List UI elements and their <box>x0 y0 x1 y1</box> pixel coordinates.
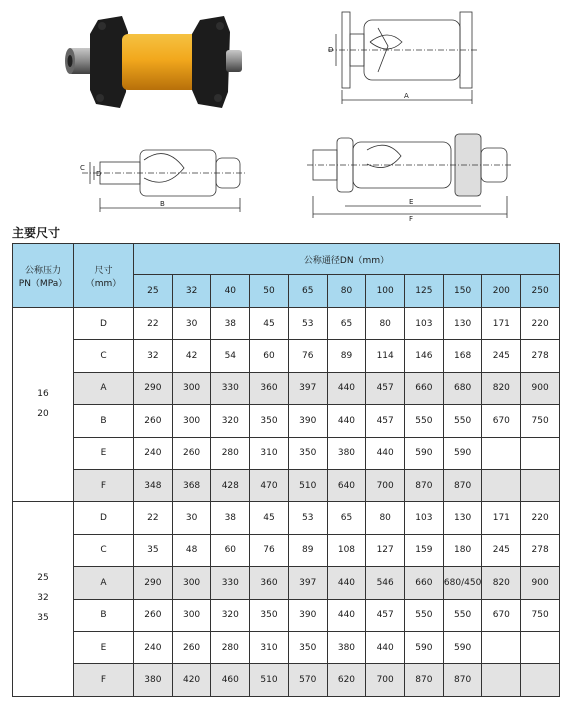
dimension-label: B <box>74 599 134 631</box>
table-row <box>13 534 560 566</box>
table-cell <box>482 437 521 469</box>
table-cell: 127 <box>366 534 405 566</box>
table-row <box>13 631 560 663</box>
table-cell: 310 <box>250 631 289 663</box>
table-cell: 76 <box>250 534 289 566</box>
table-cell: 440 <box>327 405 366 437</box>
table-cell: 320 <box>211 405 250 437</box>
pn-value-cell <box>13 308 74 502</box>
table-cell: 750 <box>521 599 560 631</box>
table-cell: 380 <box>134 664 173 696</box>
table-cell: 397 <box>288 567 327 599</box>
pn-value: 16 <box>37 388 49 399</box>
table-cell: 870 <box>405 469 444 501</box>
table-cell: 65 <box>327 502 366 534</box>
table-cell: 240 <box>134 437 173 469</box>
table-row <box>13 567 560 599</box>
table-cell: 32 <box>134 340 173 372</box>
pn-value: 35 <box>37 612 49 623</box>
dim-label-d2: D <box>96 170 102 178</box>
table-cell: 130 <box>443 308 482 340</box>
table-cell: 220 <box>521 502 560 534</box>
table-cell: 108 <box>327 534 366 566</box>
table-cell: 45 <box>250 502 289 534</box>
table-cell: 76 <box>288 340 327 372</box>
table-cell: 510 <box>288 469 327 501</box>
table-cell: 457 <box>366 372 405 404</box>
table-cell: 360 <box>250 567 289 599</box>
table-cell: 280 <box>211 631 250 663</box>
table-cell: 171 <box>482 502 521 534</box>
table-cell: 54 <box>211 340 250 372</box>
table-cell: 300 <box>172 405 211 437</box>
table-cell <box>521 469 560 501</box>
table-cell: 89 <box>327 340 366 372</box>
dn-size-header: 25 <box>134 275 173 308</box>
dim-label-a: A <box>404 92 409 100</box>
dimension-label: D <box>74 502 134 534</box>
table-cell: 380 <box>327 631 366 663</box>
table-row <box>13 372 560 404</box>
table-cell: 348 <box>134 469 173 501</box>
table-cell: 457 <box>366 405 405 437</box>
table-cell: 22 <box>134 308 173 340</box>
table-cell: 290 <box>134 372 173 404</box>
pn-value: 25 <box>37 573 49 584</box>
table-cell: 870 <box>443 469 482 501</box>
table-cell: 114 <box>366 340 405 372</box>
table-cell: 48 <box>172 534 211 566</box>
table-cell: 350 <box>250 405 289 437</box>
table-cell: 260 <box>172 631 211 663</box>
table-cell: 820 <box>482 567 521 599</box>
table-cell: 53 <box>288 308 327 340</box>
drawing-union-joint <box>305 130 515 222</box>
table-cell: 30 <box>172 502 211 534</box>
table-cell: 278 <box>521 534 560 566</box>
dim-header-line2: （mm） <box>85 278 122 289</box>
section-title: 主要尺寸 <box>12 226 61 240</box>
dn-size-header: 250 <box>521 275 560 308</box>
table-cell: 680 <box>443 372 482 404</box>
table-cell: 320 <box>211 599 250 631</box>
table-cell: 80 <box>366 308 405 340</box>
table-cell: 260 <box>172 437 211 469</box>
table-cell: 130 <box>443 502 482 534</box>
table-cell: 900 <box>521 567 560 599</box>
dim-label-b: B <box>160 200 165 208</box>
table-cell: 290 <box>134 567 173 599</box>
table-cell: 240 <box>134 631 173 663</box>
dimension-label: D <box>74 308 134 340</box>
table-row <box>13 502 560 534</box>
table-cell: 60 <box>211 534 250 566</box>
table-cell: 38 <box>211 308 250 340</box>
pn-header-line2: PN（MPa） <box>18 278 68 289</box>
table-cell: 620 <box>327 664 366 696</box>
table-cell: 22 <box>134 502 173 534</box>
table-cell: 330 <box>211 567 250 599</box>
drawing-flanged-joint <box>318 6 488 110</box>
table-cell: 330 <box>211 372 250 404</box>
table-cell: 420 <box>172 664 211 696</box>
table-cell: 35 <box>134 534 173 566</box>
dimension-label: C <box>74 340 134 372</box>
dn-size-header: 150 <box>443 275 482 308</box>
table-cell: 440 <box>327 567 366 599</box>
table-cell: 590 <box>443 631 482 663</box>
table-cell: 510 <box>250 664 289 696</box>
table-cell: 38 <box>211 502 250 534</box>
table-cell: 680/450 <box>443 567 482 599</box>
table-cell: 870 <box>405 664 444 696</box>
pn-header <box>13 244 74 308</box>
table-cell: 550 <box>405 405 444 437</box>
table-cell: 440 <box>327 372 366 404</box>
table-cell: 171 <box>482 308 521 340</box>
table-cell: 440 <box>366 631 405 663</box>
dn-size-header: 40 <box>211 275 250 308</box>
table-cell: 300 <box>172 567 211 599</box>
dimension-label: A <box>74 567 134 599</box>
table-cell: 640 <box>327 469 366 501</box>
table-cell <box>521 437 560 469</box>
table-cell: 440 <box>327 599 366 631</box>
table-cell: 550 <box>443 405 482 437</box>
drawing-plain-joint <box>78 140 248 220</box>
dim-label-d: D <box>328 46 334 54</box>
table-cell: 550 <box>443 599 482 631</box>
table-cell: 660 <box>405 567 444 599</box>
pn-value: 32 <box>37 593 49 604</box>
table-cell: 42 <box>172 340 211 372</box>
table-cell: 700 <box>366 469 405 501</box>
table-cell: 750 <box>521 405 560 437</box>
table-cell: 103 <box>405 502 444 534</box>
table-cell: 590 <box>443 437 482 469</box>
table-cell: 350 <box>250 599 289 631</box>
table-cell: 590 <box>405 437 444 469</box>
dimension-label: F <box>74 469 134 501</box>
table-cell: 278 <box>521 340 560 372</box>
product-figures <box>0 0 575 228</box>
table-row <box>13 599 560 631</box>
table-cell: 590 <box>405 631 444 663</box>
table-cell: 80 <box>366 502 405 534</box>
table-cell: 260 <box>134 599 173 631</box>
dimension-label: B <box>74 405 134 437</box>
table-cell: 700 <box>366 664 405 696</box>
table-cell: 30 <box>172 308 211 340</box>
table-cell: 550 <box>405 599 444 631</box>
table-cell: 397 <box>288 372 327 404</box>
table-cell: 457 <box>366 599 405 631</box>
table-cell <box>482 631 521 663</box>
table-row <box>13 308 560 340</box>
dn-size-header: 32 <box>172 275 211 308</box>
table-cell: 670 <box>482 405 521 437</box>
table-cell <box>521 631 560 663</box>
table-cell <box>482 664 521 696</box>
pn-header-line1: 公称压力 <box>24 265 61 276</box>
table-cell: 368 <box>172 469 211 501</box>
table-cell: 89 <box>288 534 327 566</box>
dimension-label: E <box>74 437 134 469</box>
pn-value: 20 <box>37 408 49 419</box>
table-cell: 60 <box>250 340 289 372</box>
dimensions-table <box>12 243 560 697</box>
table-row <box>13 340 560 372</box>
table-cell: 900 <box>521 372 560 404</box>
table-cell: 870 <box>443 664 482 696</box>
table-cell: 146 <box>405 340 444 372</box>
dn-size-header: 80 <box>327 275 366 308</box>
dn-size-header: 125 <box>405 275 444 308</box>
table-cell: 245 <box>482 534 521 566</box>
table-cell: 350 <box>288 631 327 663</box>
table-cell: 103 <box>405 308 444 340</box>
dimension-label: C <box>74 534 134 566</box>
table-cell: 390 <box>288 599 327 631</box>
table-cell: 53 <box>288 502 327 534</box>
table-row <box>13 405 560 437</box>
table-cell: 300 <box>172 599 211 631</box>
table-cell: 660 <box>405 372 444 404</box>
dn-size-header: 65 <box>288 275 327 308</box>
table-cell: 570 <box>288 664 327 696</box>
dim-label-e: E <box>409 198 414 206</box>
dim-header <box>74 244 134 308</box>
table-cell: 546 <box>366 567 405 599</box>
table-cell: 390 <box>288 405 327 437</box>
dim-label-c: C <box>80 164 85 172</box>
table-cell: 45 <box>250 308 289 340</box>
table-cell: 380 <box>327 437 366 469</box>
table-cell: 360 <box>250 372 289 404</box>
table-cell: 220 <box>521 308 560 340</box>
dimension-label: A <box>74 372 134 404</box>
table-cell: 280 <box>211 437 250 469</box>
table-cell: 300 <box>172 372 211 404</box>
table-cell: 820 <box>482 372 521 404</box>
table-cell <box>521 664 560 696</box>
table-cell: 245 <box>482 340 521 372</box>
table-cell: 670 <box>482 599 521 631</box>
table-row <box>13 664 560 696</box>
table-row <box>13 469 560 501</box>
table-cell: 260 <box>134 405 173 437</box>
product-photo <box>60 12 245 112</box>
table-row <box>13 437 560 469</box>
dn-size-header: 200 <box>482 275 521 308</box>
table-cell: 460 <box>211 664 250 696</box>
dn-size-header: 100 <box>366 275 405 308</box>
table-cell: 350 <box>288 437 327 469</box>
table-cell: 470 <box>250 469 289 501</box>
dim-header-line1: 尺寸 <box>94 265 113 276</box>
table-cell: 440 <box>366 437 405 469</box>
dimension-label: F <box>74 664 134 696</box>
dim-label-f: F <box>409 215 414 222</box>
table-cell: 180 <box>443 534 482 566</box>
table-cell <box>482 469 521 501</box>
table-cell: 428 <box>211 469 250 501</box>
dn-size-header: 50 <box>250 275 289 308</box>
table-cell: 65 <box>327 308 366 340</box>
table-cell: 168 <box>443 340 482 372</box>
table-cell: 310 <box>250 437 289 469</box>
pn-value-cell <box>13 502 74 696</box>
dimension-label: E <box>74 631 134 663</box>
dn-group-header: 公称通径DN（mm） <box>134 244 560 275</box>
table-cell: 159 <box>405 534 444 566</box>
